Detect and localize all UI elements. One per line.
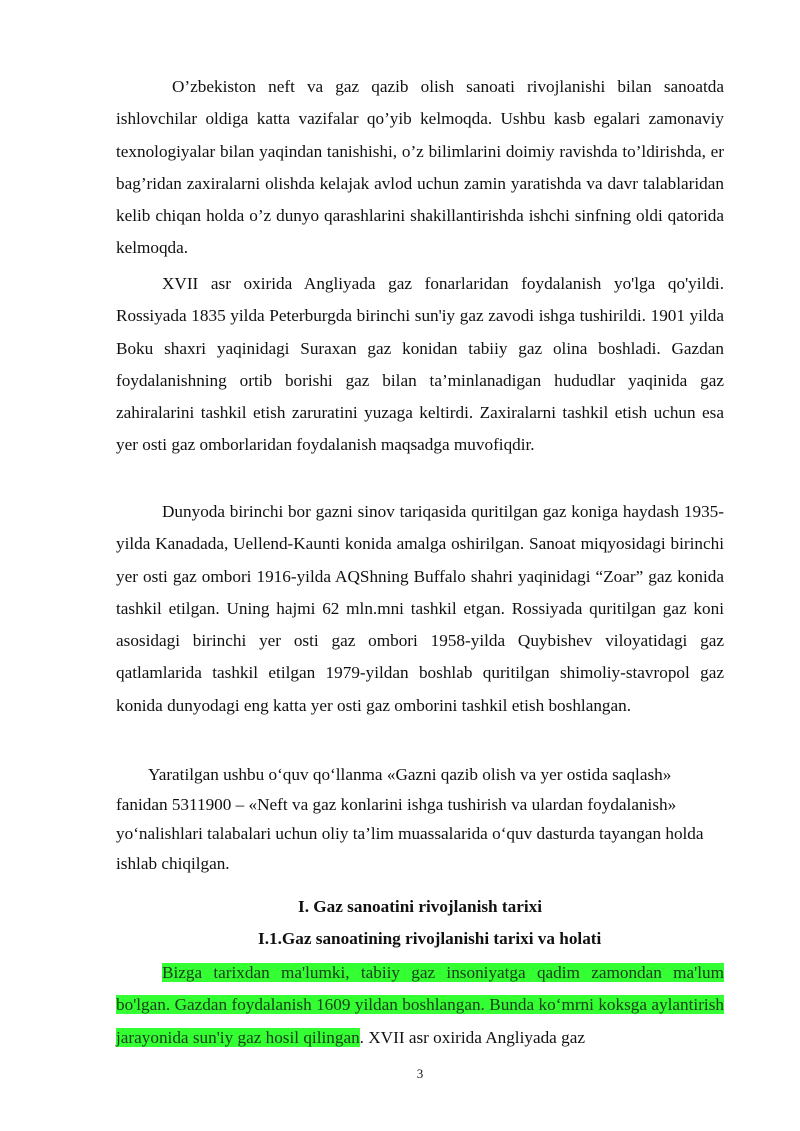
page-number: 3 (416, 1066, 424, 1081)
paragraph-history-england-russia: XVII asr oxirida Angliyada gaz fonarlaridan foydalanish yo'lga qo'yildi. Rossiyada 1835 yilda Peterburgda birinchi sun'iy gaz zavodi ishga tushirildi. 1901 yilda Boku shaxri yaqinidagi Suraxan gaz konidan tabiiy gaz olina boshladi. Gazdan foydalanishning ortib borishi gaz bilan ta’minlanadigan hududlar yaqinida gaz zahiralarini tashkil etish zaruratini yuzaga keltirdi. Zaxiralarni tashkil etish uchun esa yer osti gaz omborlaridan foydalanish maqsadga muvofiqdir. (116, 274, 724, 455)
section-heading: I. Gaz sanoatini rivojlanish tarixi (298, 897, 542, 916)
paragraph-intro: O’zbekiston neft va gaz qazib olish sanoati rivojlanishi bilan sanoatda ishlovchilar oldiga katta vazifalar qo’yib kelmoqda. Ushbu kasb egalari zamonaviy texnologiyalar bilan yaqindan tanishishi, o’z bilimlarini doimiy ravishda to’ldirishda, er bag’ridan zaxiralarni olishda kelajak avlod uchun zamin yaratishda va davr talablaridan kelib chiqan holda o’z dunyo qarashlarini shakillantirishda ishchi sinfning oldi qatorida kelmoqda. (116, 77, 724, 258)
subsection-heading: I.1.Gaz sanoatining rivojlanishi tarixi va holati (258, 929, 602, 948)
paragraph-section-start (116, 957, 724, 1054)
paragraph-first-storage: Dunyoda birinchi bor gazni sinov tariqasida quritilgan gaz koniga haydash 1935-yilda Kanadada, Uellend-Kaunti konida amalga oshirilgan. Sanoat miqyosidagi birinchi yer osti gaz ombori 1916-yilda AQShning Buffalo shahri yaqinidagi “Zoar” gaz konida tashkil etilgan. Uning hajmi 62 mln.mni tashkil etgan. Rossiyada quritilgan gaz koni asosidagi birinchi yer osti gaz ombori 1958-yilda Quybishev viloyatidagi gaz qatlamlarida tashkil etilgan 1979-yildan boshlab quritilgan shimoliy-stavropol gaz konida dunyodagi eng katta yer osti gaz omborini tashkil etish boshlangan. (116, 502, 724, 715)
highlighted-text: Bizga tarixdan ma'lumki, tabiiy gaz insoniyatga qadim zamondan ma'lum bo'lgan. Gazdan foydalanish 1609 yildan boshlangan. Bunda ko‘mrni koksga aylantirish jarayonida sun'iy gaz hosil qilingan (116, 963, 724, 1047)
paragraph-manual-purpose: Yaratilgan ushbu o‘quv qo‘llanma «Gazni qazib olish va yer ostida saqlash» fanidan 5311900 – «Neft va gaz konlarini ishga tushirish va ulardan foydalanish» yo‘nalishlari talabalari uchun oliy ta’lim muassalarida o‘quv dasturda tayangan holda ishlab chiqilgan. (116, 765, 704, 873)
paragraph-continuation: . XVII asr oxirida Angliyada gaz (359, 1027, 585, 1047)
